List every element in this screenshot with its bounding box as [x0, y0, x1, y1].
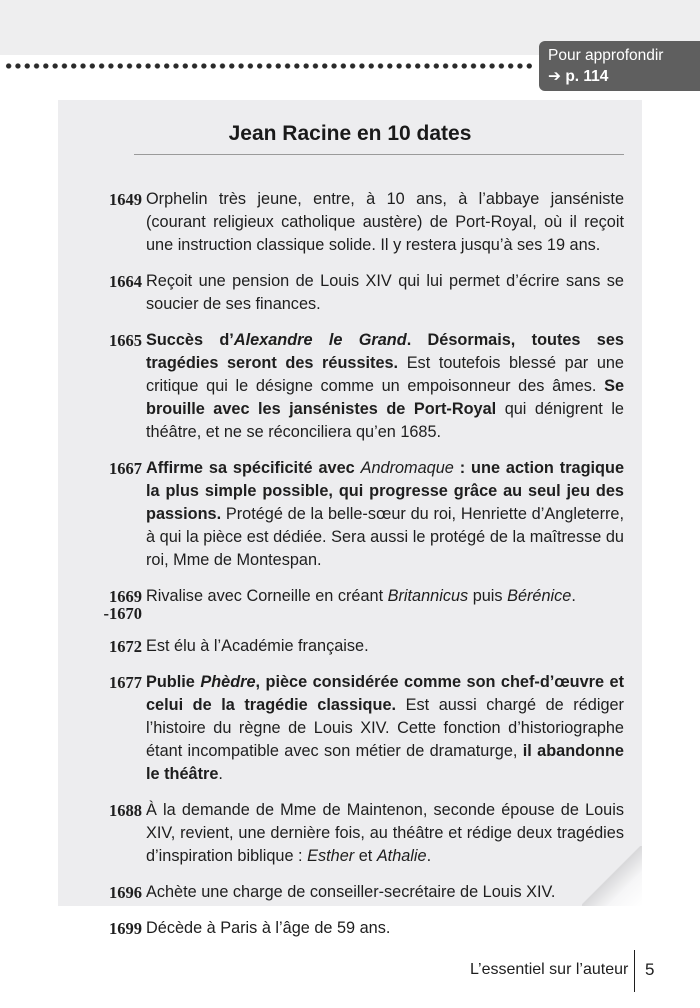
- entry-text-run: Britannicus: [387, 587, 469, 605]
- page-title: Jean Racine en 10 dates: [228, 122, 472, 145]
- entry-text-run: .: [426, 847, 432, 865]
- entry-year-start: 1664: [109, 272, 142, 291]
- entry-year-end: -1670: [103, 604, 142, 623]
- title-divider: [134, 154, 624, 155]
- entry-text-run: . Désormais, toutes ses tragédies seront des réussites.: [146, 331, 624, 372]
- entry-text: [144, 635, 624, 658]
- entry-year: [58, 799, 144, 868]
- entry-text-run: Achète une charge de conseiller-secrétaire de Louis XIV.: [146, 883, 556, 901]
- entry-text-run: Athalie: [376, 847, 427, 865]
- entry-year: [58, 270, 144, 316]
- entry-year: [58, 585, 144, 622]
- entry-text: [144, 799, 624, 868]
- entry-year-start: 1667: [109, 459, 142, 478]
- see-also-tab: [539, 41, 700, 91]
- entry-year-start: 1669: [109, 587, 142, 606]
- entry-text-run: .: [571, 587, 576, 605]
- entry-year: [58, 329, 144, 444]
- entry-text-run: Esther: [307, 847, 355, 865]
- entry-text-run: Est toutefois blessé par une critique qui le désigne comme un empoisonneur des âmes.: [146, 354, 624, 395]
- entry-text-run: Succès d’: [146, 331, 234, 349]
- timeline-entry: [58, 585, 642, 622]
- entry-text: [144, 329, 624, 444]
- entry-text: [144, 457, 624, 572]
- tab-line1: Pour approfondir: [548, 47, 664, 64]
- timeline-entry: [58, 881, 642, 904]
- entry-year: [58, 457, 144, 572]
- timeline-entry: [58, 188, 642, 257]
- entry-text: [144, 881, 624, 904]
- entry-year: [58, 881, 144, 904]
- entry-text-run: Rivalise avec Corneille en créant: [146, 587, 388, 605]
- entry-text: [144, 585, 624, 622]
- entry-year-start: 1699: [109, 919, 142, 938]
- timeline-entry: [58, 635, 642, 658]
- entry-text-run: À la demande de Mme de Maintenon, seconde épouse de Louis XIV, revient, une dernière fois, au théâtre et rédige deux tragédies d’inspiration biblique :: [146, 801, 624, 865]
- entry-text-run: : une action tragique la plus simple possible, qui progresse grâce au seul jeu des passions.: [146, 459, 624, 523]
- tab-line2: [548, 66, 700, 87]
- footer-divider: [634, 950, 635, 992]
- entry-year-start: 1696: [109, 883, 142, 902]
- entry-text-run: et: [354, 847, 377, 865]
- entry-text-run: Alexandre le Grand: [233, 331, 407, 349]
- entry-text-run: Andromaque: [360, 459, 454, 477]
- timeline-entry: [58, 457, 642, 572]
- entry-text-run: Est aussi chargé de rédiger l’histoire du règne de Louis XIV. Cette fonction d’historiographe étant incompatible avec son métier de dramaturge,: [146, 696, 624, 760]
- timeline-entry: [58, 671, 642, 786]
- entry-year-start: 1672: [109, 637, 142, 656]
- entry-text-run: .: [218, 765, 223, 783]
- entry-year-start: 1649: [109, 190, 142, 209]
- entry-year: [58, 188, 144, 257]
- timeline-list: [58, 188, 642, 953]
- timeline-card: [58, 100, 642, 938]
- entry-year: [58, 635, 144, 658]
- timeline-entry: [58, 799, 642, 868]
- entry-year-start: 1688: [109, 801, 142, 820]
- entry-text: [144, 671, 624, 786]
- entry-text-run: , pièce considérée comme son chef-d’œuvre et celui de la tragédie classique.: [146, 673, 624, 714]
- entry-text: [144, 188, 624, 257]
- timeline-entry: [58, 270, 642, 316]
- page-number: 5: [645, 960, 655, 979]
- entry-year-start: 1677: [109, 673, 142, 692]
- entry-text-run: Protégé de la belle-sœur du roi, Henriette d’Angleterre, à qui la pièce est dédiée. Sera aussi le protégé de la maîtresse du roi, Mme de Montespan.: [146, 505, 624, 569]
- entry-text-run: Se brouille avec les jansénistes de Port-Royal: [146, 377, 624, 418]
- entry-text-run: Orphelin très jeune, entre, à 10 ans, à l’abbaye janséniste (courant religieux catholique austère) de Port-Royal, où il reçoit une instruction classique solide. Il y restera jusqu’à ses 19 ans.: [146, 190, 624, 254]
- footer-section-label: L’essentiel sur l’auteur: [470, 961, 629, 978]
- entry-text-run: Décède à Paris à l’âge de 59 ans.: [146, 919, 391, 937]
- entry-text-run: Reçoit une pension de Louis XIV qui lui permet d’écrire sans se soucier de ses finances.: [146, 272, 624, 313]
- entry-text: [144, 917, 624, 940]
- entry-text-run: il abandonne le théâtre: [146, 742, 624, 783]
- dotted-rule: [4, 62, 534, 70]
- entry-text: [144, 270, 624, 316]
- entry-year: [58, 671, 144, 786]
- tab-page-ref: p. 114: [565, 68, 609, 85]
- timeline-entry: [58, 329, 642, 444]
- entry-text-run: Est élu à l’Académie française.: [146, 637, 369, 655]
- entry-text-run: qui dénigrent le théâtre, et ne se réconciliera qu’en 1685.: [146, 400, 624, 441]
- arrow-icon: ➔: [548, 68, 561, 85]
- entry-text-run: Publie: [146, 673, 201, 691]
- entry-text-run: Bérénice: [507, 587, 572, 605]
- entry-year-start: 1665: [109, 331, 142, 350]
- entry-text-run: Phèdre: [200, 673, 256, 691]
- entry-year: [58, 917, 144, 940]
- entry-text-run: puis: [468, 587, 508, 605]
- entry-text-run: Affirme sa spécificité avec: [146, 459, 361, 477]
- timeline-entry: [58, 917, 642, 940]
